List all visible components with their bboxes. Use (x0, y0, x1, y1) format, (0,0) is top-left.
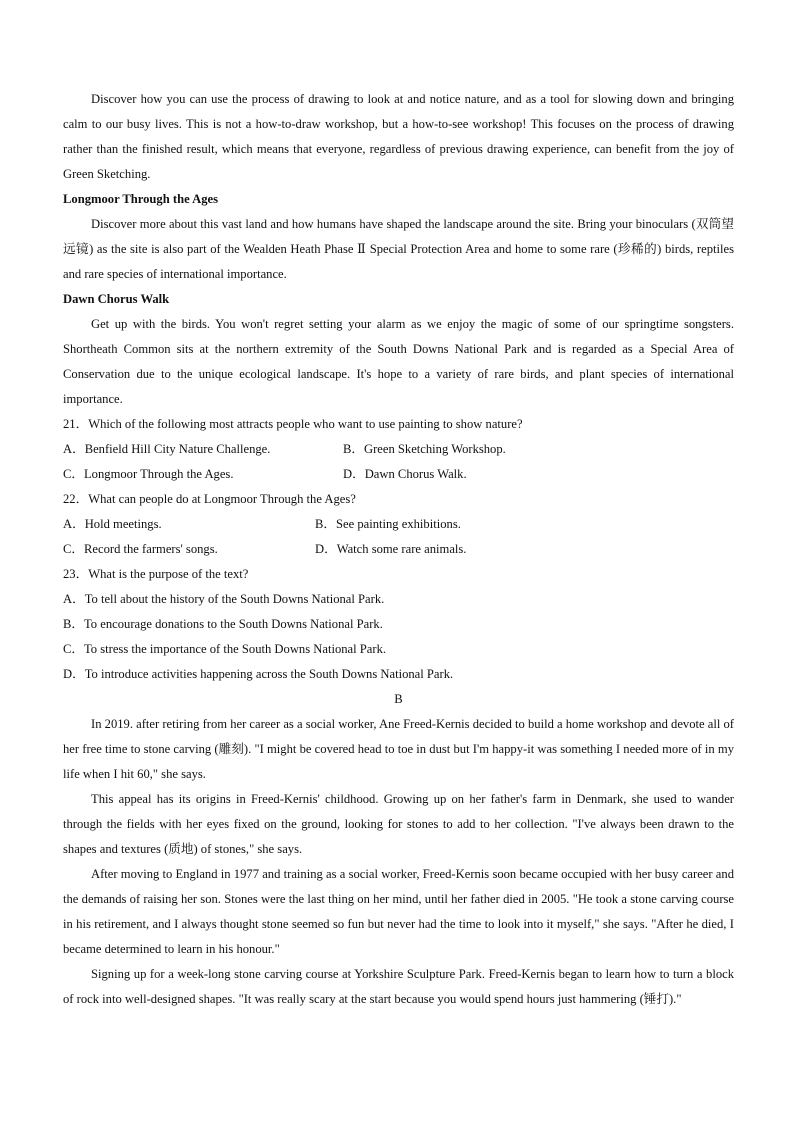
section-b-paragraph-2: This appeal has its origins in Freed-Kernis' childhood. Growing up on her father's farm in Denmark, she used to wander through the fields with her eyes fixed on the ground, looking for stones to add to her collection. "I've always been drawn to the shapes and textures (质地) of stones," she says. (63, 792, 734, 856)
section-b-label: B (394, 692, 403, 706)
green-sketching-paragraph: Discover how you can use the process of drawing to look at and notice nature, and as a tool for slowing down and bringing calm to our busy lives. This is not a how-to-draw workshop, but a how-to-see workshop! This focuses on the process of drawing rather than the finished result, which means that everyone, regardless of previous drawing experience, can benefit from the joy of Green Sketching. (63, 92, 734, 181)
q21-option-d[interactable]: D．Dawn Chorus Walk. (343, 467, 467, 481)
longmoor-heading: Longmoor Through the Ages (63, 192, 219, 206)
question-23-stem: 23．What is the purpose of the text? (63, 567, 249, 581)
q21-option-a[interactable]: A．Benfield Hill City Nature Challenge. (63, 442, 271, 456)
question-21-stem: 21．Which of the following most attracts people who want to use painting to show nature? (63, 417, 523, 431)
q22-option-c[interactable]: C．Record the farmers' songs. (63, 542, 218, 556)
q23-option-d[interactable]: D．To introduce activities happening across the South Downs National Park. (63, 667, 454, 681)
q21-option-c[interactable]: C．Longmoor Through the Ages. (63, 467, 234, 481)
section-b-paragraph-1: In 2019. after retiring from her career as a social worker, Ane Freed-Kernis decided to build a home workshop and devote all of her free time to stone carving (雕刻). "I might be covered head to toe in dust but I'm happy-it was something I needed more of in my life when I hit 60," she says. (63, 717, 734, 781)
dawn-chorus-paragraph: Get up with the birds. You won't regret setting your alarm as we enjoy the magic of some of our springtime songsters. Shortheath Common sits at the northern extremity of the South Downs National Park and is regarded as a Special Area of Conservation due to the unique ecological landscape. It's hope to a variety of rare birds, and plant species of international importance. (63, 317, 734, 406)
question-21-options-row-2 (63, 462, 734, 487)
question-21-options-row-1 (63, 437, 734, 462)
q23-option-b[interactable]: B．To encourage donations to the South Downs National Park. (63, 617, 383, 631)
section-b-paragraph-3: After moving to England in 1977 and training as a social worker, Freed-Kernis soon became occupied with her busy career and the demands of raising her son. Stones were the last thing on her mind, until her father died in 2005. "He took a stone carving course in his retirement, and I always thought stone seemed so fun but never had the time to look into it myself," she says. "After he died, I became determined to learn in his honour." (63, 867, 734, 956)
q23-option-c[interactable]: C．To stress the importance of the South Downs National Park. (63, 642, 387, 656)
question-22-stem: 22．What can people do at Longmoor Through the Ages? (63, 492, 356, 506)
question-22-options-row-2 (63, 537, 734, 562)
question-22-options-row-1 (63, 512, 734, 537)
q22-option-d[interactable]: D．Watch some rare animals. (315, 542, 467, 556)
section-b-paragraph-4: Signing up for a week-long stone carving course at Yorkshire Sculpture Park. Freed-Kernis began to learn how to turn a block of rock into well-designed shapes. "It was really scary at the start because you would spend hours just hammering (锤打)." (63, 967, 734, 1006)
dawn-chorus-heading: Dawn Chorus Walk (63, 292, 170, 306)
q21-option-b[interactable]: B．Green Sketching Workshop. (343, 442, 506, 456)
longmoor-paragraph: Discover more about this vast land and how humans have shaped the landscape around the site. Bring your binoculars (双筒望远镜) as the site is also part of the Wealden Heath Phase Ⅱ Special Protection Area and home to some rare (珍稀的) birds, reptiles and rare species of international importance. (63, 217, 734, 281)
q22-option-a[interactable]: A．Hold meetings. (63, 517, 162, 531)
q22-option-b[interactable]: B．See painting exhibitions. (315, 517, 461, 531)
q23-option-a[interactable]: A．To tell about the history of the South Downs National Park. (63, 592, 385, 606)
